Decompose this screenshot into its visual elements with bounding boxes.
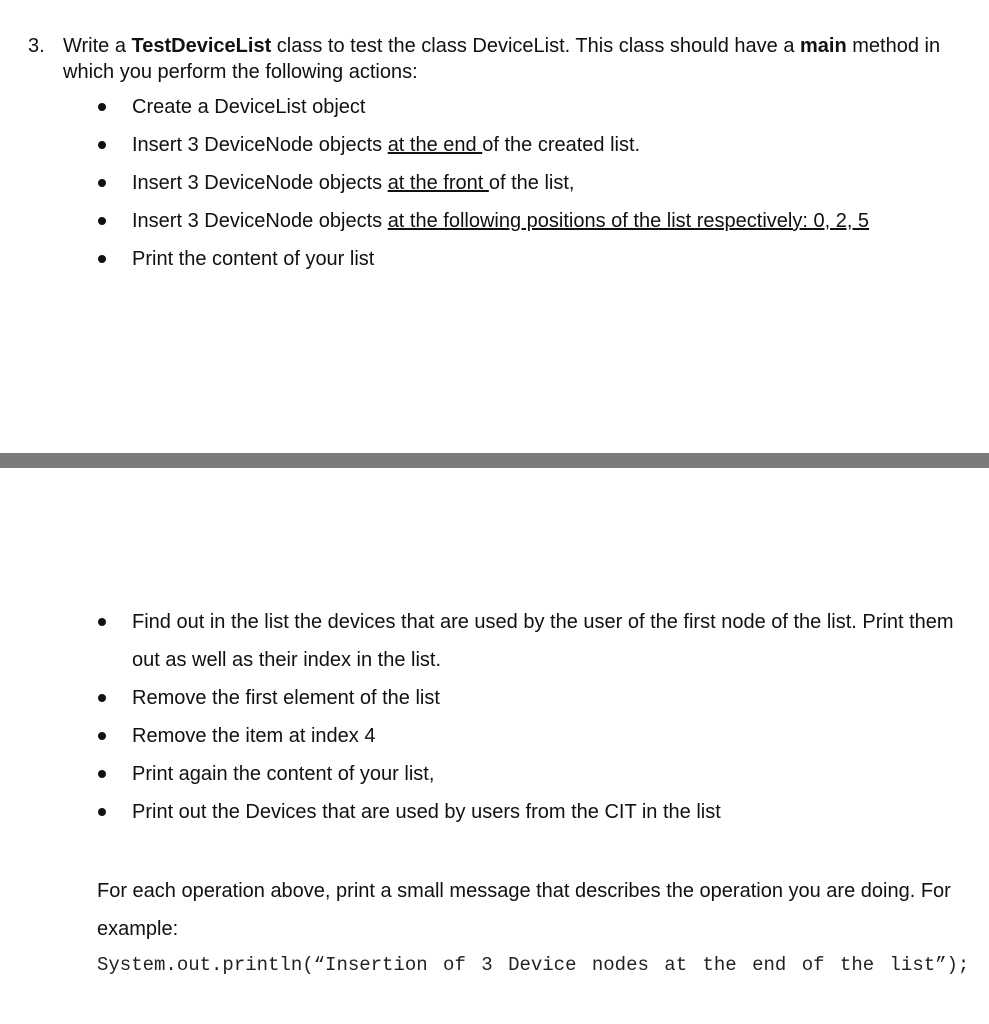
question-text-part2: class to test the class DeviceList. This class should have a (271, 35, 800, 57)
bullet-icon (98, 618, 106, 626)
class-name: TestDeviceList (131, 35, 272, 57)
underlined-text: at the following positions of the list respectively: 0, 2, 5 (387, 210, 870, 232)
bullet-icon (98, 770, 106, 778)
underlined-text: at the front (387, 172, 489, 194)
bullet-icon (98, 694, 106, 702)
bullet-icon (98, 103, 106, 111)
list-item-text: Find out in the list the devices that are used by the user of the first node of the list. Print them out as well as their index in the list. (132, 611, 954, 671)
list-item-text: of the list, (488, 172, 575, 194)
list-item (0, 202, 989, 240)
question-text-part1: Write a (63, 35, 132, 57)
list-item-text: Print again the content of your list, (132, 763, 435, 785)
list-item-text: Print the content of your list (132, 248, 375, 270)
code-example: System.out.println(“Insertion of 3 Device nodes at the end of the list”); (97, 954, 970, 976)
page-divider (0, 453, 989, 468)
list-item-text: Insert 3 DeviceNode objects (132, 210, 388, 232)
list-item (0, 717, 989, 755)
list-item-text: Insert 3 DeviceNode objects (132, 134, 388, 156)
bullet-icon (98, 141, 106, 149)
list-item-text: Print out the Devices that are used by users from the CIT in the list (132, 801, 721, 823)
action-list-top (0, 88, 989, 278)
bullet-icon (98, 732, 106, 740)
list-item (0, 88, 989, 126)
action-list-bottom (0, 603, 989, 831)
list-item (0, 603, 989, 679)
underlined-text: at the end (387, 134, 483, 156)
list-item-text: of the created list. (482, 134, 641, 156)
list-item-text: Create a DeviceList object (132, 96, 366, 118)
list-item (0, 126, 989, 164)
bullet-icon (98, 217, 106, 225)
list-item (0, 240, 989, 278)
question-text-part3: method in which you perform the following actions: (63, 35, 941, 83)
question-text (63, 33, 973, 85)
list-item (0, 755, 989, 793)
method-name: main (800, 35, 847, 57)
list-item (0, 793, 989, 831)
question-number: 3. (28, 35, 45, 57)
footer-instruction: For each operation above, print a small message that describes the operation you are doing. For example: (97, 880, 951, 940)
list-item-text: Insert 3 DeviceNode objects (132, 172, 388, 194)
list-item-text: Remove the first element of the list (132, 687, 440, 709)
bullet-icon (98, 179, 106, 187)
list-item (0, 164, 989, 202)
list-item-text: Remove the item at index 4 (132, 725, 376, 747)
bullet-icon (98, 255, 106, 263)
bullet-icon (98, 808, 106, 816)
list-item (0, 679, 989, 717)
